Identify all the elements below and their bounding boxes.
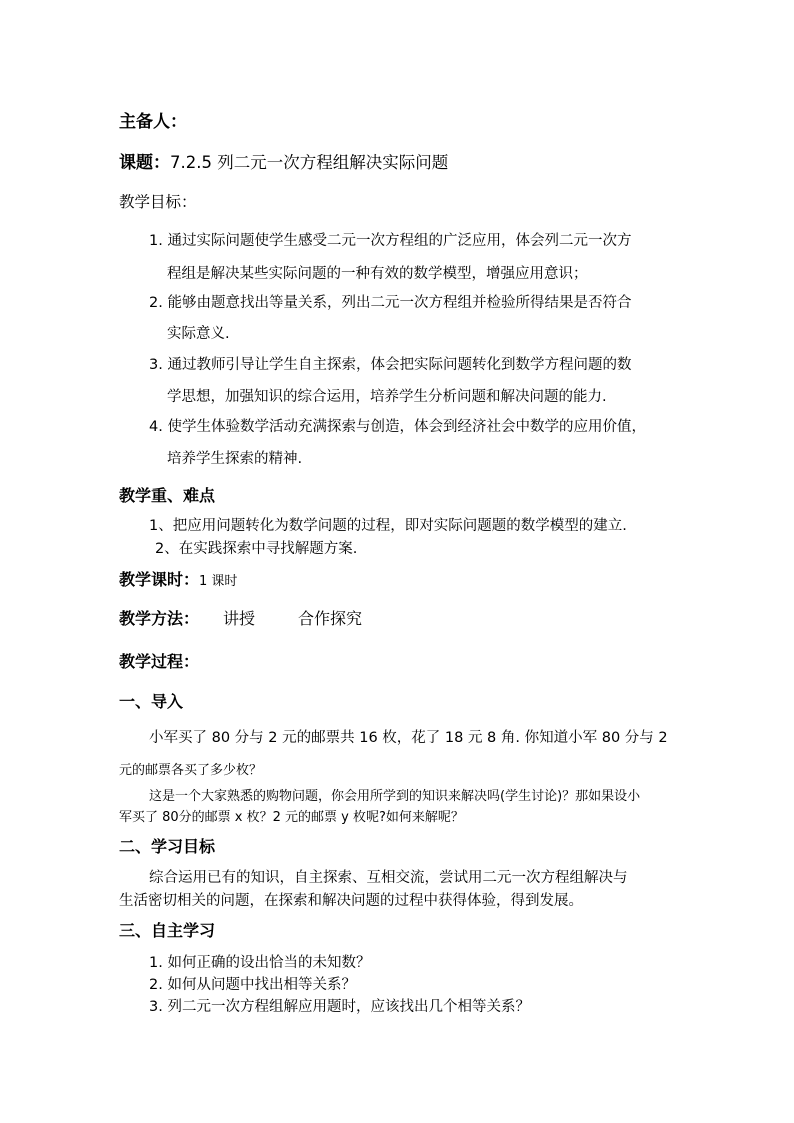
methods-label: 教学方法：	[119, 609, 200, 628]
objective-3-line2: 学思想，加强知识的综合运用，培养学生分析问题和解决问题的能力.	[167, 389, 607, 405]
title-label: 课题：	[119, 153, 170, 173]
lesson-title	[119, 148, 448, 173]
section2-heading: 二、学习目标	[119, 837, 216, 856]
section1-p1-line1: 小军买了 80 分与 2 元的邮票共 16 枚，花了 18 元 8 角. 你知道小军 80 分与 2	[149, 730, 668, 746]
section1-p2-line1: 这是一个大家熟悉的购物问题，你会用所学到的知识来解决吗(学生讨论)？那如果设小	[149, 789, 641, 804]
hours-row	[119, 567, 237, 590]
objective-3-line1: 3. 通过教师引导让学生自主探索，体会把实际问题转化到数学方程问题的数	[149, 357, 632, 373]
objective-2-line2: 实际意义.	[167, 326, 230, 342]
objective-1-line1: 1. 通过实际问题使学生感受二元一次方程组的广泛应用，体会列二元一次方	[149, 233, 632, 249]
section2-line2: 生活密切相关的问题，在探索和解决问题的过程中获得体验，得到发展。	[119, 893, 583, 909]
objectives-heading: 教学目标：	[119, 193, 197, 211]
objective-1-line2: 程组是解决某些实际问题的一种有效的数学模型，增强应用意识；	[167, 266, 588, 282]
hours-label: 教学课时：	[119, 570, 200, 589]
preparer-label: 主备人：	[119, 112, 187, 132]
section1-heading: 一、导入	[119, 692, 184, 711]
section1-p1-line2: 元的邮票各买了多少枚？	[119, 763, 263, 778]
section1-p2-line2: 军买了 80分的邮票 x 枚？2 元的邮票 y 枚呢?如何来解呢？	[119, 810, 464, 825]
key-point-1: 1、把应用问题转化为数学问题的过程，即对实际问题题的数学模型的建立.	[149, 518, 627, 534]
hours-value: 1 课时	[199, 574, 238, 589]
method-lecture: 讲授	[223, 609, 256, 628]
section3-heading: 三、自主学习	[119, 921, 216, 940]
section2-line1: 综合运用已有的知识，自主探索、互相交流，尝试用二元一次方程组解决与	[149, 870, 628, 886]
objective-4-line1: 4. 使学生体验数学活动充满探索与创造，体会到经济社会中数学的应用价值，	[149, 419, 646, 435]
key-points-heading: 教学重、难点	[119, 486, 216, 505]
method-cooperative: 合作探究	[298, 609, 363, 628]
key-point-2: 2、在实践探索中寻找解题方案.	[155, 541, 358, 557]
section3-item-1: 1. 如何正确的设出恰当的未知数？	[149, 955, 371, 971]
title-value: 7.2.5 列二元一次方程组解决实际问题	[170, 153, 449, 172]
methods-row	[119, 606, 199, 629]
objective-4-line2: 培养学生探索的精神.	[167, 451, 303, 467]
objective-2-line1: 2. 能够由题意找出等量关系，列出二元一次方程组并检验所得结果是否符合	[149, 295, 632, 311]
section3-item-2: 2. 如何从问题中找出相等关系？	[149, 977, 356, 993]
process-heading: 教学过程：	[119, 652, 200, 671]
section3-item-3: 3. 列二元一次方程组解应用题时，应该找出几个相等关系？	[149, 999, 530, 1015]
